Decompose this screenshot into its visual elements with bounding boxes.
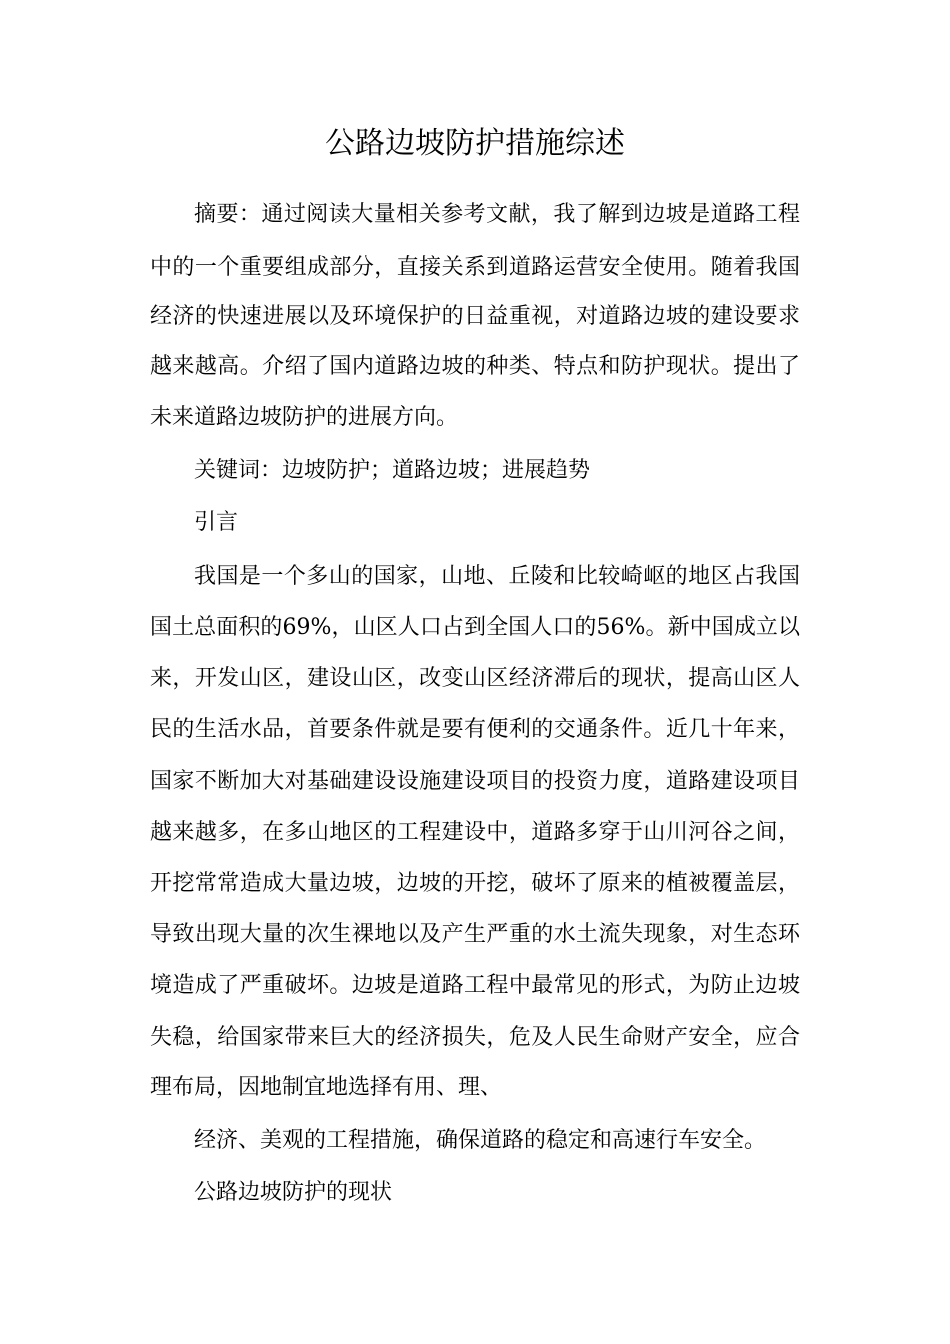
intro-line-9: 境造成了严重破坏。边坡是道路工程中最常见的形式，为防止边坡 [150, 973, 800, 998]
intro-line-3: 来，开发山区，建设山区，改变山区经济滞后的现状，提高山区人 [150, 666, 800, 691]
document-title: 公路边坡防护措施综述 [325, 126, 625, 161]
section-heading: 公路边坡防护的现状 [194, 1180, 393, 1205]
abstract-line-5: 未来道路边坡防护的进展方向。 [150, 405, 459, 430]
intro-line-5: 国家不断加大对基础建设设施建设项目的投资力度，道路建设项目 [150, 769, 800, 794]
abstract-line-4: 越来越高。介绍了国内道路边坡的种类、特点和防护现状。提出了 [150, 354, 800, 379]
keywords-line: 关键词：边坡防护；道路边坡；进展趋势 [194, 458, 591, 483]
intro-line-1: 我国是一个多山的国家，山地、丘陵和比较崎岖的地区占我国 [194, 564, 800, 589]
intro-line-6: 越来越多，在多山地区的工程建设中，道路多穿于山川河谷之间， [150, 820, 800, 845]
abstract-line-1: 摘要：通过阅读大量相关参考文献，我了解到边坡是道路工程 [194, 202, 800, 227]
intro-heading: 引言 [194, 510, 239, 535]
intro-line-8: 导致出现大量的次生裸地以及产生严重的水土流失现象，对生态环 [150, 922, 800, 947]
intro-line-7: 开挖常常造成大量边坡，边坡的开挖，破坏了原来的植被覆盖层， [150, 871, 800, 896]
abstract-line-2: 中的一个重要组成部分，直接关系到道路运营安全使用。随着我国 [150, 255, 800, 280]
intro-line-4: 民的生活水品，首要条件就是要有便利的交通条件。近几十年来， [150, 717, 800, 742]
abstract-line-3: 经济的快速进展以及环境保护的日益重视，对道路边坡的建设要求 [150, 304, 800, 329]
paragraph-line: 经济、美观的工程措施，确保道路的稳定和高速行车安全。 [194, 1128, 767, 1153]
intro-line-10: 失稳，给国家带来巨大的经济损失，危及人民生命财产安全，应合 [150, 1025, 800, 1050]
intro-line-2: 国土总面积的69%，山区人口占到全国人口的56%。新中国成立以 [150, 615, 800, 640]
intro-line-11: 理布局，因地制宜地选择有用、理、 [150, 1075, 503, 1100]
